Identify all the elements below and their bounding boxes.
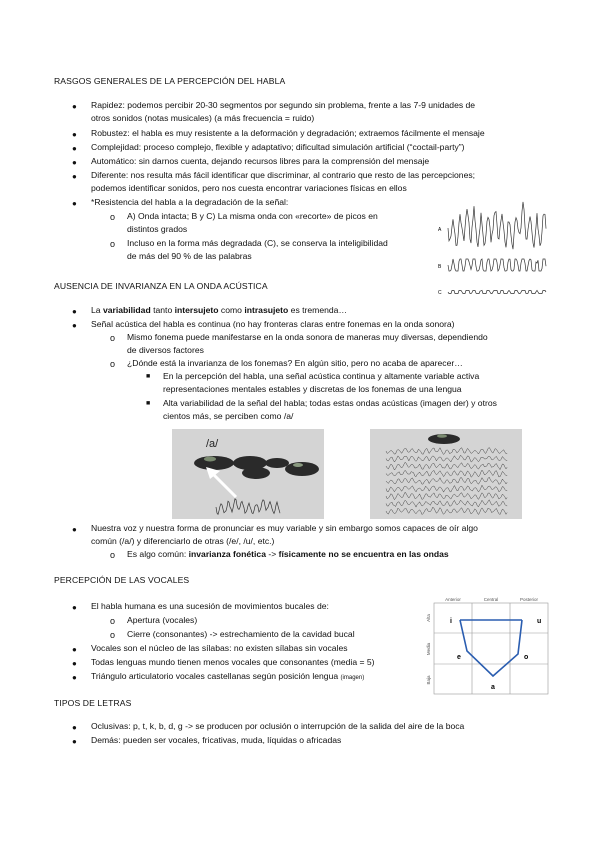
waveform-figure [436, 198, 548, 300]
square-bullet-icon: ■ [146, 400, 151, 407]
section-heading-vocales: PERCEPCIÓN DE LAS VOCALES [54, 575, 190, 585]
section-heading-tipos-letras: TIPOS DE LETRAS [54, 698, 132, 708]
waveform-variant [386, 470, 507, 477]
circle-bullet-icon: o [110, 550, 116, 560]
sublist-item-donde-invarianza: ¿Dónde está la invarianza de los fonemas? En algún sitio, pero no acaba de aparecer… [127, 358, 463, 368]
waveform-variant [386, 462, 507, 470]
vowel-o: o [524, 654, 529, 661]
list-item-senal-continua: Señal acústica del habla es continua (no hay fronteras claras entre fonemas en la onda sonora) [91, 319, 455, 329]
waveform-variant [386, 507, 507, 515]
section-heading-invarianza: AUSENCIA DE INVARIANZA EN LA ONDA ACÚSTICA [54, 281, 268, 291]
list-item-complejidad: Complejidad: proceso complejo, flexible y adaptativo; dificultad simulación artificial (“coctail-party”) [91, 142, 465, 152]
sublist-item-cierre: Cierre (consonantes) -> estrechamiento de la cavidad bucal [127, 629, 355, 639]
bullet-icon: ● [72, 673, 77, 682]
waveforms-variability-image [370, 429, 522, 519]
list-item-diferente-l1: Diferente: nos resulta más fácil identificar que discriminar, al contrario que resto de las percepciones; [91, 170, 476, 180]
list-item-voz-l1: Nuestra voz y nuestra forma de pronunciar es muy variable y sin embargo somos capaces de oír algo [91, 523, 478, 533]
bullet-icon: ● [72, 102, 77, 111]
sublist-item-degradada-l1: Incluso en la forma más degradada (C), se conserva la inteligibilidad [127, 238, 388, 248]
bullet-icon: ● [72, 199, 77, 208]
sublist-item-apertura: Apertura (vocales) [127, 615, 198, 625]
row-label-alta: Alta [426, 614, 431, 622]
col-label-anterior: Anterior [445, 597, 461, 602]
waveform-c [448, 290, 546, 293]
col-label-central: Central [483, 597, 499, 602]
waveform-a-sound [216, 499, 280, 515]
vowel-trapezoid [460, 620, 522, 676]
disc-shape [265, 458, 289, 468]
list-item-triangulo: Triángulo articulatorio vocales castellanas según posición lengua (imagen) [91, 671, 365, 681]
row-label-baja: Baja [426, 675, 431, 685]
bullet-icon: ● [72, 737, 77, 746]
waveform-variant [386, 477, 507, 484]
disc-shape [242, 467, 270, 479]
waveform-a [448, 202, 546, 249]
disc-highlight [437, 434, 447, 438]
bullet-icon: ● [72, 307, 77, 316]
circle-bullet-icon: o [110, 212, 116, 222]
waveform-variant [386, 500, 507, 507]
wave-label-b: B [438, 264, 442, 270]
arrow-shaft [214, 475, 236, 497]
waveform-variant [386, 492, 507, 500]
subsub-item-variabilidad-l2: cientos más, se perciben como /a/ [163, 411, 294, 421]
list-item-nucleo-silabas: Vocales son el núcleo de las sílabas: no existen sílabas sin vocales [91, 643, 348, 653]
list-item-habla-humana: El habla humana es una sucesión de movimientos bucales de: [91, 601, 329, 611]
vowel-u: u [537, 618, 542, 625]
circle-bullet-icon: o [110, 239, 116, 249]
sublist-item-onda-l2: distintos grados [127, 224, 188, 234]
sublist-item-mismo-fonema-l2: de diversos factores [127, 345, 204, 355]
vowel-triangle-figure [424, 596, 550, 696]
list-item-diferente-l2: podemos identificar sonidos, pero nos cuesta encontrar variaciones físicas en ellos [91, 183, 407, 193]
subsub-item-percepcion-l1: En la percepción del habla, una señal acústica continua y altamente variable activa [163, 371, 480, 381]
bullet-icon: ● [72, 723, 77, 732]
waveform-variant [386, 485, 507, 492]
bullet-icon: ● [72, 659, 77, 668]
wave-label-c: C [438, 290, 442, 296]
subsub-item-variabilidad-l1: Alta variabilidad de la señal del habla; todas estas ondas acústicas (imagen der) y otros [163, 398, 497, 408]
bullet-icon: ● [72, 603, 77, 612]
sublist-item-mismo-fonema-l1: Mismo fonema puede manifestarse en la onda sonora de maneras muy diversas, dependiendo [127, 332, 488, 342]
waveform-b [448, 259, 546, 271]
list-item-oclusivas: Oclusivas: p, t, k, b, d, g -> se producen por oclusión o interrupción de la salida del aire de la boca [91, 721, 465, 731]
section-heading-rasgos: RASGOS GENERALES DE LA PERCEPCIÓN DEL HABLA [54, 76, 286, 86]
vowel-e: e [457, 654, 461, 661]
list-item-voz-l2: común (/a/) y diferenciarlo de otras (/e/, /u/, etc.) [91, 536, 275, 546]
bullet-icon: ● [72, 130, 77, 139]
list-item-robustez: Robustez: el habla es muy resistente a la deformación y degradación; extraemos fácilmente el mensaje [91, 128, 485, 138]
list-item-rapidez-l2: otros sonidos (notas musicales) (a más frecuencia = ruido) [91, 113, 315, 123]
phoneme-a-label: /a/ [206, 438, 219, 450]
waveform-variant [386, 455, 507, 462]
subsub-item-percepcion-l2: representaciones mentales estables y discretas de los fonemas de una lengua [163, 384, 462, 394]
bullet-icon: ● [72, 321, 77, 330]
square-bullet-icon: ■ [146, 373, 151, 380]
bullet-icon: ● [72, 144, 77, 153]
wave-label-a: A [438, 227, 442, 233]
sublist-item-onda-l1: A) Onda intacta; B y C) La misma onda con «recorte» de picos en [127, 211, 378, 221]
circle-bullet-icon: o [110, 333, 116, 343]
disc-highlight [204, 457, 216, 462]
waveform-variant [386, 448, 507, 455]
bullet-icon: ● [72, 158, 77, 167]
circle-bullet-icon: o [110, 616, 116, 626]
bullet-icon: ● [72, 525, 77, 534]
list-item-rapidez-l1: Rapidez: podemos percibir 20-30 segmentos por segundo sin problema, frente a las 7-9 unidades de [91, 100, 476, 110]
vowel-a: a [491, 684, 495, 691]
list-item-variabilidad: La variabilidad tanto intersujeto como intrasujeto es tremenda… [91, 305, 348, 315]
list-item-resistencia: *Resistencia del habla a la degradación de la señal: [91, 197, 289, 207]
sublist-item-degradada-l2: de más del 90 % de las palabras [127, 251, 252, 261]
list-item-demas: Demás: pueden ser vocales, fricativas, muda, líquidas o africadas [91, 735, 342, 745]
circle-bullet-icon: o [110, 359, 116, 369]
bullet-icon: ● [72, 645, 77, 654]
col-label-posterior: Posterior [519, 597, 539, 602]
list-item-automatico: Automático: sin darnos cuenta, dejando recursos libres para la comprensión del mensaje [91, 156, 430, 166]
sublist-item-invarianza-fonetica: Es algo común: invarianza fonética -> físicamente no se encuentra en las ondas [127, 549, 449, 559]
phoneme-discs-image [172, 429, 324, 519]
disc-highlight [293, 463, 303, 467]
vowel-i: i [450, 618, 452, 625]
list-item-menos-vocales: Todas lenguas mundo tienen menos vocales que consonantes (media = 5) [91, 657, 375, 667]
bullet-icon: ● [72, 172, 77, 181]
circle-bullet-icon: o [110, 630, 116, 640]
row-label-media: Media [426, 642, 431, 656]
grid-frame [434, 603, 548, 694]
